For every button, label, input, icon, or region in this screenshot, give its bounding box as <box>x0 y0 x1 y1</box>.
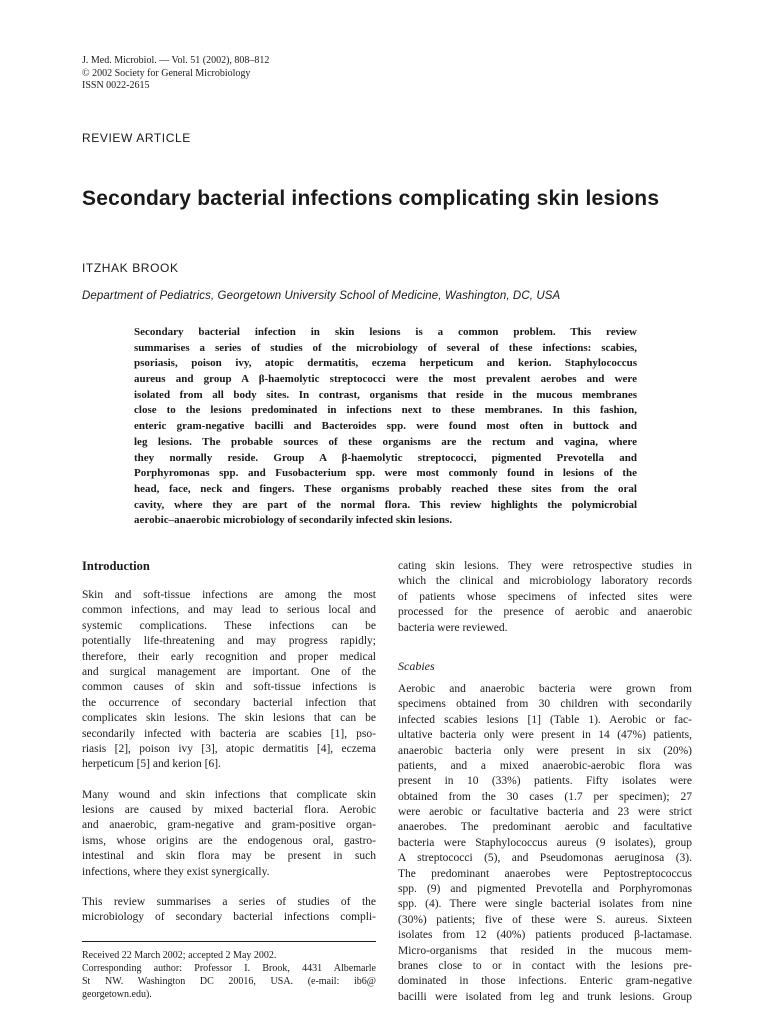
abstract-line: isolated from all body sites. In contrast, organisms that reside in the mucous membranes <box>134 388 637 401</box>
text-line: anaerobes. The predominant aerobic and facultative <box>398 821 692 834</box>
text-line: bacilli were isolated from leg and trunk lesions. Group <box>398 990 692 1003</box>
left-column <box>82 558 376 926</box>
section-heading-scabies: Scabies <box>398 658 435 673</box>
text-line: anaerobic bacteria only were present in six (20%) <box>398 744 692 757</box>
abstract-line: summarises a series of studies of the microbiology of several of these infections: scabies, <box>134 341 637 354</box>
text-line: cating skin lesions. They were retrospective studies in <box>398 560 692 572</box>
article-type: REVIEW ARTICLE <box>82 131 191 145</box>
text-line: This review summarises a series of studies of the <box>82 896 376 909</box>
abstract-line: psoriasis, poison ivy, atopic dermatitis, eczema herpeticum and kerion. Staphylococcus <box>134 357 637 370</box>
text-line: Aerobic and anaerobic bacteria were grown from <box>398 682 692 695</box>
text-line: Micro-organisms that resided in the mucous mem- <box>398 944 692 957</box>
abstract-line: Secondary bacterial infection in skin lesions is a common problem. This review <box>134 326 637 338</box>
abstract-line: leg lesions. The probable sources of these organisms are the rectum and vagina, where <box>134 435 637 448</box>
text-line: patients, and a mixed anaerobic-aerobic flora was <box>398 759 692 772</box>
text-line: complicates skin lesions. The skin lesions that can be <box>82 712 376 725</box>
journal-copyright: © 2002 Society for General Microbiology <box>82 67 251 79</box>
text-line: common causes of skin and soft-tissue infections is <box>82 681 376 694</box>
text-line: infected scabies lesions [1] (Table 1). Aerobic or fac- <box>398 713 692 726</box>
abstract-line: cavity, where they are part of the normal flora. This review highlights the polymicrobial <box>134 498 637 511</box>
article-title: Secondary bacterial infections complicating skin lesions <box>82 187 660 210</box>
journal-issn: ISSN 0022-2615 <box>82 80 150 91</box>
text-line: isolates from 12 (40%) patients produced β-lactamase. <box>398 929 692 942</box>
text-line: common infections, and may lead to serious local and <box>82 604 376 617</box>
abstract <box>134 325 637 529</box>
abstract-line: they normally reside. Group A β-haemolytic streptococci, pigmented Prevotella and <box>134 451 637 464</box>
abstract-line: enteric gram-negative bacilli and Bacteroides spp. were found most often in buttock and <box>134 420 637 433</box>
text-line: specimens obtained from 30 children with secondarily <box>398 698 692 711</box>
text-line: intestinal and skin flora may be present in such <box>82 850 376 863</box>
abstract-line: Porphyromonas spp. and Fusobacterium spp. were most commonly found in lesions of the <box>134 467 637 480</box>
right-column <box>398 559 692 1005</box>
text-line: riasis [2], poison ivy [3], atopic dermatitis [4], eczema <box>82 742 376 755</box>
text-line: The predominant anaerobes were Peptostreptococcus <box>398 867 692 880</box>
intro-paragraph-3 <box>82 895 376 926</box>
scabies-paragraph <box>398 682 692 1005</box>
footnote-line: St NW. Washington DC 20016, USA. (e-mail: ib6@ <box>82 976 376 987</box>
footnote-line: Received 22 March 2002; accepted 2 May 2002. <box>82 950 277 961</box>
journal-citation: J. Med. Microbiol. — Vol. 51 (2002), 808–812 <box>82 55 270 66</box>
text-line: potentially life-threatening and may progress rapidly; <box>82 635 376 648</box>
abstract-line: aerobic–anaerobic microbiology of secondarily infected skin lesions. <box>134 514 453 527</box>
footnote-divider <box>82 941 376 942</box>
footnote-line: Corresponding author: Professor I. Brook, 4431 Albemarle <box>82 963 376 974</box>
text-line: of patients whose specimens of infected sites were <box>398 590 692 603</box>
text-line: microbiology of secondary bacterial infections compli- <box>82 911 376 924</box>
footnote <box>82 949 376 1001</box>
text-line: were aerobic or facultative bacteria and 23 were strict <box>398 806 692 819</box>
text-line: the occurrence of secondary bacterial infection that <box>82 696 376 709</box>
text-line: secondarily infected with bacteria are scabies [1], pso- <box>82 727 376 740</box>
abstract-line: head, face, neck and fingers. These organisms probably reached these sites from the oral <box>134 482 637 495</box>
journal-header <box>82 55 269 93</box>
text-line: ultative bacteria only were present in 14 (47%) patients, <box>398 729 692 742</box>
text-line: spp. (9) and pigmented Prevotella and Porphyromonas <box>398 883 692 896</box>
section-heading-introduction: Introduction <box>82 559 150 573</box>
text-line: obtained from the 30 cases (1.7 per specimen); 27 <box>398 790 692 803</box>
text-line: which the clinical and microbiology laboratory records <box>398 575 692 588</box>
text-line: bacteria were reviewed. <box>398 621 508 634</box>
text-line: herpeticum [5] and kerion [6]. <box>82 758 221 771</box>
text-line: systemic complications. These infections can be <box>82 619 376 632</box>
text-line: and surgical management are important. One of the <box>82 665 376 678</box>
author-affiliation: Department of Pediatrics, Georgetown University School of Medicine, Washington, DC, USA <box>82 290 561 302</box>
text-line: present in 10 (33%) patients. Fifty isolates were <box>398 775 692 788</box>
text-line: Many wound and skin infections that complicate skin <box>82 788 376 801</box>
text-line: dominated in those infections. Enteric gram-negative <box>398 975 692 988</box>
continued-paragraph <box>398 559 692 636</box>
text-line: spp. (4). There were single bacterial isolates from nine <box>398 898 692 911</box>
text-line: processed for the presence of aerobic and anaerobic <box>398 606 692 619</box>
intro-paragraph-1 <box>82 588 376 773</box>
author-name: ITZHAK BROOK <box>82 261 179 275</box>
abstract-line: close to the lesions predominated in infections next to these membranes. In this fashion, <box>134 404 637 417</box>
text-line: therefore, their early recognition and proper medical <box>82 650 376 663</box>
abstract-line: aureus and group A β-haemolytic streptococci were the most prevalent aerobes and were <box>134 373 637 386</box>
text-line: and anaerobic, gram-negative and gram-positive organ- <box>82 819 376 832</box>
text-line: Skin and soft-tissue infections are among the most <box>82 589 376 601</box>
text-line: (30%) patients; five of these were S. aureus. Sixteen <box>398 913 692 926</box>
text-line: infections, where they exist synergically. <box>82 865 270 878</box>
text-line: bacteria were Staphylococcus aureus (9 isolates), group <box>398 836 692 849</box>
footnote-line: georgetown.edu). <box>82 989 152 1000</box>
text-line: A streptococci (5), and Pseudomonas aeruginosa (3). <box>398 852 692 865</box>
text-line: branes close to or in contact with the lesions pre- <box>398 959 692 972</box>
intro-paragraph-2 <box>82 788 376 880</box>
text-line: lesions are caused by mixed bacterial flora. Aerobic <box>82 804 376 817</box>
text-line: isms, whose origins are the endogenous oral, gastro- <box>82 834 376 847</box>
